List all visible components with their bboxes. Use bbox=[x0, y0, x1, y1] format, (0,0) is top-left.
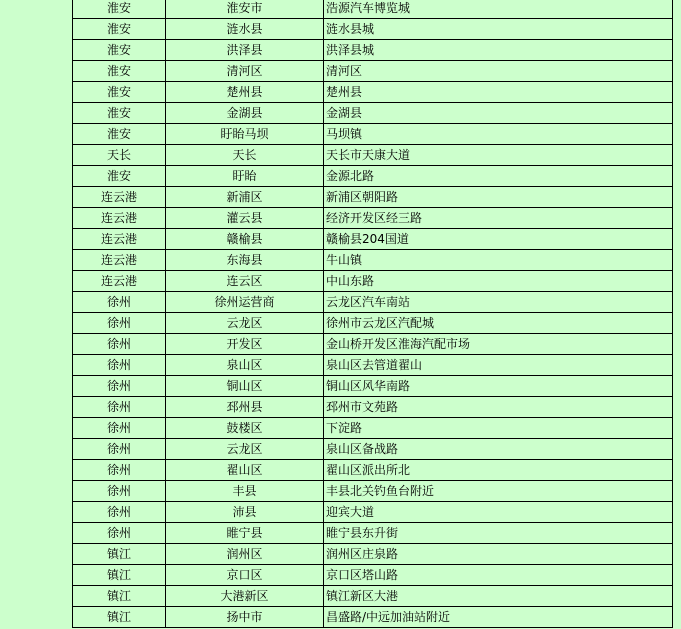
city-cell: 徐州 bbox=[73, 334, 166, 355]
address-cell: 牛山镇 bbox=[324, 250, 673, 271]
district-cell: 翟山区 bbox=[166, 460, 324, 481]
city-cell: 镇江 bbox=[73, 607, 166, 628]
address-cell: 京口区塔山路 bbox=[324, 565, 673, 586]
city-cell: 徐州 bbox=[73, 502, 166, 523]
city-cell: 淮安 bbox=[73, 103, 166, 124]
address-cell: 新浦区朝阳路 bbox=[324, 187, 673, 208]
address-cell: 经济开发区经三路 bbox=[324, 208, 673, 229]
address-cell: 马坝镇 bbox=[324, 124, 673, 145]
address-cell: 金湖县 bbox=[324, 103, 673, 124]
address-cell: 昌盛路/中远加油站附近 bbox=[324, 607, 673, 628]
table-row bbox=[73, 418, 673, 439]
table-row bbox=[73, 19, 673, 40]
district-cell: 涟水县 bbox=[166, 19, 324, 40]
city-cell: 淮安 bbox=[73, 19, 166, 40]
district-cell: 清河区 bbox=[166, 61, 324, 82]
city-cell: 徐州 bbox=[73, 397, 166, 418]
table-row bbox=[73, 502, 673, 523]
address-cell: 徐州市云龙区汽配城 bbox=[324, 313, 673, 334]
table-row bbox=[73, 103, 673, 124]
table-row bbox=[73, 376, 673, 397]
district-cell: 邳州县 bbox=[166, 397, 324, 418]
district-cell: 鼓楼区 bbox=[166, 418, 324, 439]
city-cell: 徐州 bbox=[73, 439, 166, 460]
address-cell: 金源北路 bbox=[324, 166, 673, 187]
address-cell: 铜山区风华南路 bbox=[324, 376, 673, 397]
city-cell: 连云港 bbox=[73, 250, 166, 271]
address-cell: 睢宁县东升街 bbox=[324, 523, 673, 544]
table-row bbox=[73, 292, 673, 313]
city-cell: 镇江 bbox=[73, 586, 166, 607]
address-cell: 下淀路 bbox=[324, 418, 673, 439]
district-cell: 楚州县 bbox=[166, 82, 324, 103]
table-row bbox=[73, 124, 673, 145]
address-cell: 中山东路 bbox=[324, 271, 673, 292]
city-cell: 徐州 bbox=[73, 481, 166, 502]
city-cell: 徐州 bbox=[73, 460, 166, 481]
address-cell: 翟山区派出所北 bbox=[324, 460, 673, 481]
city-cell: 徐州 bbox=[73, 418, 166, 439]
table-row bbox=[73, 145, 673, 166]
city-cell: 淮安 bbox=[73, 166, 166, 187]
address-cell: 丰县北关钓鱼台附近 bbox=[324, 481, 673, 502]
city-cell: 连云港 bbox=[73, 208, 166, 229]
city-cell: 徐州 bbox=[73, 523, 166, 544]
table-row bbox=[73, 334, 673, 355]
table-row bbox=[73, 61, 673, 82]
address-cell: 楚州县 bbox=[324, 82, 673, 103]
address-cell: 涟水县城 bbox=[324, 19, 673, 40]
table-row bbox=[73, 544, 673, 565]
address-cell: 天长市天康大道 bbox=[324, 145, 673, 166]
table-row bbox=[73, 208, 673, 229]
table-body bbox=[73, 0, 673, 628]
address-cell: 赣榆县204国道 bbox=[324, 229, 673, 250]
outlet-table-container bbox=[72, 0, 672, 628]
city-cell: 镇江 bbox=[73, 544, 166, 565]
table-row bbox=[73, 565, 673, 586]
city-cell: 徐州 bbox=[73, 355, 166, 376]
address-cell: 镇江新区大港 bbox=[324, 586, 673, 607]
table-row bbox=[73, 481, 673, 502]
district-cell: 丰县 bbox=[166, 481, 324, 502]
city-cell: 徐州 bbox=[73, 313, 166, 334]
city-cell: 淮安 bbox=[73, 61, 166, 82]
table-row bbox=[73, 313, 673, 334]
district-cell: 盱眙马坝 bbox=[166, 124, 324, 145]
table-row bbox=[73, 439, 673, 460]
district-cell: 徐州运营商 bbox=[166, 292, 324, 313]
district-cell: 京口区 bbox=[166, 565, 324, 586]
district-cell: 睢宁县 bbox=[166, 523, 324, 544]
district-cell: 大港新区 bbox=[166, 586, 324, 607]
district-cell: 淮安市 bbox=[166, 0, 324, 19]
district-cell: 盱眙 bbox=[166, 166, 324, 187]
city-cell: 连云港 bbox=[73, 229, 166, 250]
district-cell: 润州区 bbox=[166, 544, 324, 565]
city-cell: 徐州 bbox=[73, 292, 166, 313]
table-row bbox=[73, 607, 673, 628]
table-row bbox=[73, 40, 673, 61]
district-cell: 沛县 bbox=[166, 502, 324, 523]
city-cell: 徐州 bbox=[73, 376, 166, 397]
city-cell: 连云港 bbox=[73, 187, 166, 208]
city-cell: 天长 bbox=[73, 145, 166, 166]
district-cell: 新浦区 bbox=[166, 187, 324, 208]
district-cell: 云龙区 bbox=[166, 439, 324, 460]
address-cell: 云龙区汽车南站 bbox=[324, 292, 673, 313]
city-cell: 淮安 bbox=[73, 0, 166, 19]
district-cell: 灌云县 bbox=[166, 208, 324, 229]
table-row bbox=[73, 523, 673, 544]
address-cell: 洪泽县城 bbox=[324, 40, 673, 61]
district-cell: 金湖县 bbox=[166, 103, 324, 124]
city-cell: 淮安 bbox=[73, 82, 166, 103]
district-cell: 铜山区 bbox=[166, 376, 324, 397]
address-cell: 泉山区备战路 bbox=[324, 439, 673, 460]
table-row bbox=[73, 397, 673, 418]
address-cell: 迎宾大道 bbox=[324, 502, 673, 523]
district-cell: 连云区 bbox=[166, 271, 324, 292]
district-cell: 洪泽县 bbox=[166, 40, 324, 61]
table-row bbox=[73, 250, 673, 271]
city-cell: 连云港 bbox=[73, 271, 166, 292]
district-cell: 开发区 bbox=[166, 334, 324, 355]
table-row bbox=[73, 460, 673, 481]
outlet-table bbox=[72, 0, 673, 628]
address-cell: 金山桥开发区淮海汽配市场 bbox=[324, 334, 673, 355]
district-cell: 泉山区 bbox=[166, 355, 324, 376]
table-row bbox=[73, 271, 673, 292]
address-cell: 泉山区去管道翟山 bbox=[324, 355, 673, 376]
district-cell: 扬中市 bbox=[166, 607, 324, 628]
address-cell: 清河区 bbox=[324, 61, 673, 82]
table-row bbox=[73, 586, 673, 607]
table-row bbox=[73, 82, 673, 103]
table-row bbox=[73, 187, 673, 208]
table-row bbox=[73, 229, 673, 250]
address-cell: 润州区庄泉路 bbox=[324, 544, 673, 565]
table-row bbox=[73, 0, 673, 19]
district-cell: 赣榆县 bbox=[166, 229, 324, 250]
address-cell: 邳州市文苑路 bbox=[324, 397, 673, 418]
left-margin bbox=[0, 0, 72, 629]
district-cell: 东海县 bbox=[166, 250, 324, 271]
table-row bbox=[73, 355, 673, 376]
district-cell: 天长 bbox=[166, 145, 324, 166]
city-cell: 镇江 bbox=[73, 565, 166, 586]
district-cell: 云龙区 bbox=[166, 313, 324, 334]
city-cell: 淮安 bbox=[73, 40, 166, 61]
table-row bbox=[73, 166, 673, 187]
address-cell: 浩源汽车博览城 bbox=[324, 0, 673, 19]
city-cell: 淮安 bbox=[73, 124, 166, 145]
